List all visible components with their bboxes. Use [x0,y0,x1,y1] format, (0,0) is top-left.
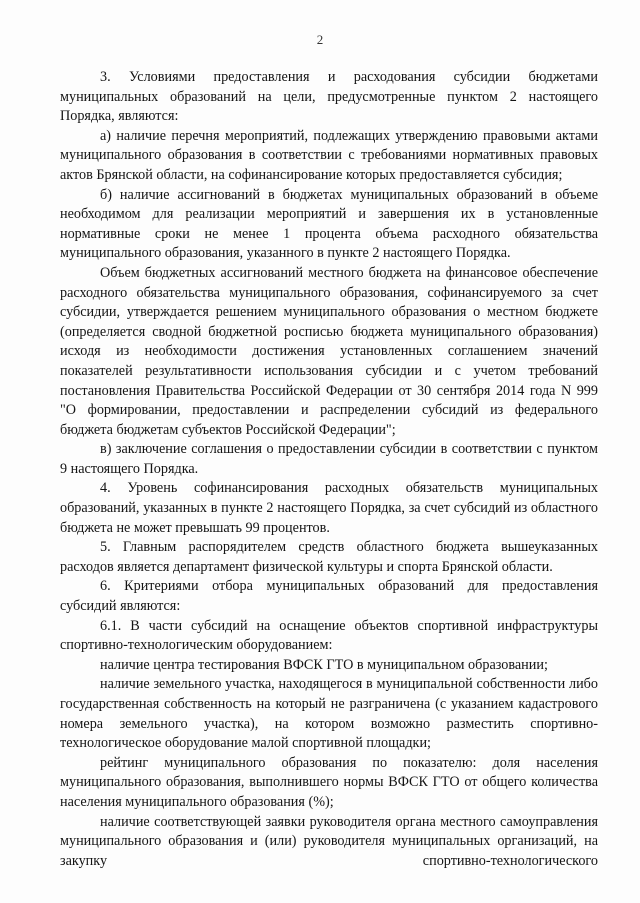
document-body [60,68,598,871]
paragraph-budget-volume: Объем бюджетных ассигнований местного бюджета на финансовое обеспечение расходного обязательства муниципального образования, софинансируемого за счет субсидии, утверждается решением муниципального образования о местном бюджете (определяется сводной бюджетной росписью бюджета муниципального образования) исходя из необходимости достижения установленных соглашением значений показателей результативности использования субсидии и с учетом требований постановления Правительства Российской Федерации от 30 сентября 2014 года N 999 "О формировании, предоставлении и распределении субсидий из федерального бюджета бюджетам субъектов Российской Федерации"; [60,264,598,438]
paragraph-6-1: 6.1. В части субсидий на оснащение объектов спортивной инфраструктуры спортивно-технологическим оборудованием: [60,617,598,654]
paragraph-3-conditions: 3. Условиями предоставления и расходования субсидии бюджетами муниципальных образований на цели, предусмотренные пунктом 2 настоящего Порядка, являются: [60,69,598,125]
paragraph-3v: в) заключение соглашения о предоставлении субсидии в соответствии с пунктом 9 настоящего Порядка. [60,441,598,477]
criterion-rating: рейтинг муниципального образования по показателю: доля населения муниципального образования, выполнившего нормы ВФСК ГТО от общего количества населения муниципального образования (%); [60,754,598,810]
criterion-gto-center: наличие центра тестирования ВФСК ГТО в муниципальном образовании; [100,656,548,673]
criterion-land-plot: наличие земельного участка, находящегося в муниципальной собственности либо государственная собственность на который не разграничена (с указанием кадастрового номера земельного участка), на котором возможно разместить спортивно-технологическое оборудование малой спортивной площадки; [60,676,598,752]
paragraph-5: 5. Главным распорядителем средств областного бюджета вышеуказанных расходов является департамент физической культуры и спорта Брянской области. [60,539,598,575]
paragraph-3b: б) наличие ассигнований в бюджетах муниципальных образований в объеме необходимом для реализации мероприятий и завершения их в установленные нормативные сроки не менее 1 процента объема расходного обязательства муниципального образования, указанного в пункте 2 настоящего Порядка. [60,186,598,262]
paragraph-4: 4. Уровень софинансирования расходных обязательств муниципальных образований, указанных в пункте 2 настоящего Порядка, за счет субсидий из областного бюджета не может превышать 99 процентов. [60,480,598,536]
paragraph-3a: а) наличие перечня мероприятий, подлежащих утверждению правовыми актами муниципального образования в соответствии с требованиями нормативных правовых актов Брянской области, на софинансирование которых предоставляется субсидия; [60,127,598,183]
page-number: 2 [316,32,324,47]
criterion-application: наличие соответствующей заявки руководителя органа местного самоуправления муниципального образования и (или) руководителя муниципальных организаций, на закупку спортивно-технологического [60,813,598,869]
paragraph-6: 6. Критериями отбора муниципальных образований для предоставления субсидий являются: [60,578,598,615]
